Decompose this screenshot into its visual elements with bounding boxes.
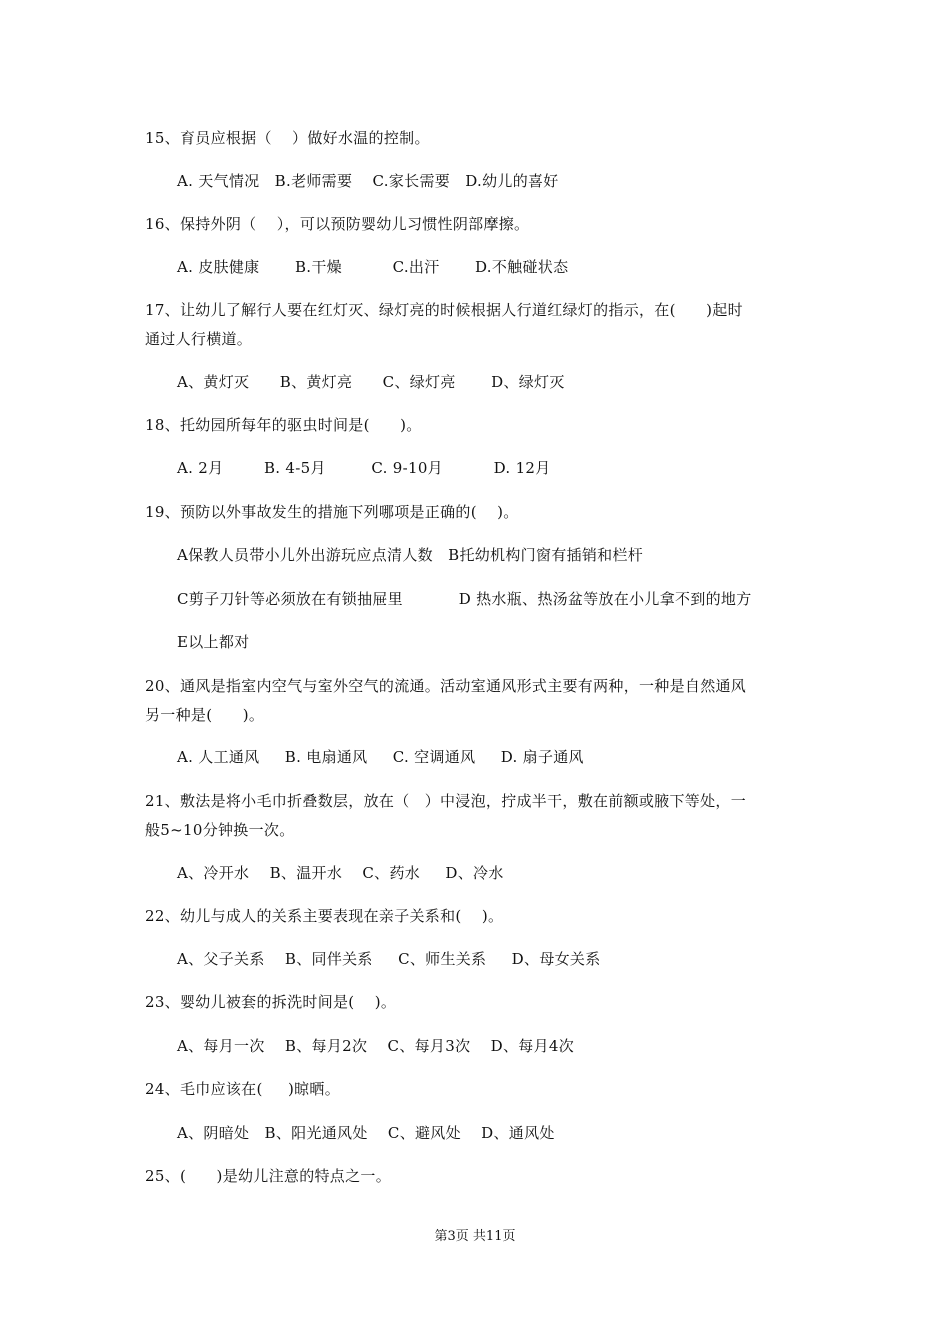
question-24-options: A、阴暗处 B、阳光通风处 C、避风处 D、通风处 xyxy=(177,1124,555,1142)
question-20-cont: 另一种是( )。 xyxy=(145,706,265,724)
question-16-options: A. 皮肤健康 B.干燥 C.出汗 D.不触碰状态 xyxy=(177,258,569,276)
page-footer: 第3页 共11页 xyxy=(434,1229,516,1244)
question-19-options-cd: C剪子刀针等必须放在有锁抽屉里 D 热水瓶、热汤盆等放在小儿拿不到的地方 xyxy=(177,590,752,608)
question-15-options: A. 天气情况 B.老师需要 C.家长需要 D.幼儿的喜好 xyxy=(177,172,559,190)
question-24: 24、毛巾应该在( )晾晒。 xyxy=(145,1080,341,1098)
question-19-option-e: E以上都对 xyxy=(177,633,250,651)
question-18-options: A. 2月 B. 4-5月 C. 9-10月 D. 12月 xyxy=(177,459,551,477)
question-22: 22、幼儿与成人的关系主要表现在亲子关系和( )。 xyxy=(145,907,504,925)
question-19: 19、预防以外事故发生的措施下列哪项是正确的( )。 xyxy=(145,503,519,521)
question-21-cont: 般5~10分钟换一次。 xyxy=(145,821,295,839)
question-23: 23、婴幼儿被套的拆洗时间是( )。 xyxy=(145,993,397,1011)
question-18: 18、托幼园所每年的驱虫时间是( )。 xyxy=(145,416,422,434)
question-17-cont: 通过人行横道。 xyxy=(145,330,253,348)
question-19-options-ab: A保教人员带小儿外出游玩应点清人数 B托幼机构门窗有插销和栏杆 xyxy=(177,546,644,564)
question-25: 25、( )是幼儿注意的特点之一。 xyxy=(145,1167,392,1185)
question-20-options: A. 人工通风 B. 电扇通风 C. 空调通风 D. 扇子通风 xyxy=(177,748,584,766)
question-16: 16、保持外阴（ ），可以预防婴幼儿习惯性阴部摩擦。 xyxy=(145,215,530,233)
question-21-options: A、冷开水 B、温开水 C、药水 D、冷水 xyxy=(177,864,504,882)
question-15: 15、育员应根据（ ）做好水温的控制。 xyxy=(145,129,430,147)
question-22-options: A、父子关系 B、同伴关系 C、师生关系 D、母女关系 xyxy=(177,950,601,968)
question-17-options: A、黄灯灭 B、黄灯亮 C、绿灯亮 D、绿灯灭 xyxy=(177,373,565,391)
question-21: 21、敷法是将小毛巾折叠数层，放在（ ）中浸泡，拧成半干，敷在前额或腋下等处，一 xyxy=(145,792,746,810)
question-23-options: A、每月一次 B、每月2次 C、每月3次 D、每月4次 xyxy=(177,1037,575,1055)
question-20: 20、通风是指室内空气与室外空气的流通。活动室通风形式主要有两种，一种是自然通风 xyxy=(145,677,747,695)
question-17: 17、让幼儿了解行人要在红灯灭、绿灯亮的时候根据人行道红绿灯的指示，在( )起时 xyxy=(145,301,743,319)
